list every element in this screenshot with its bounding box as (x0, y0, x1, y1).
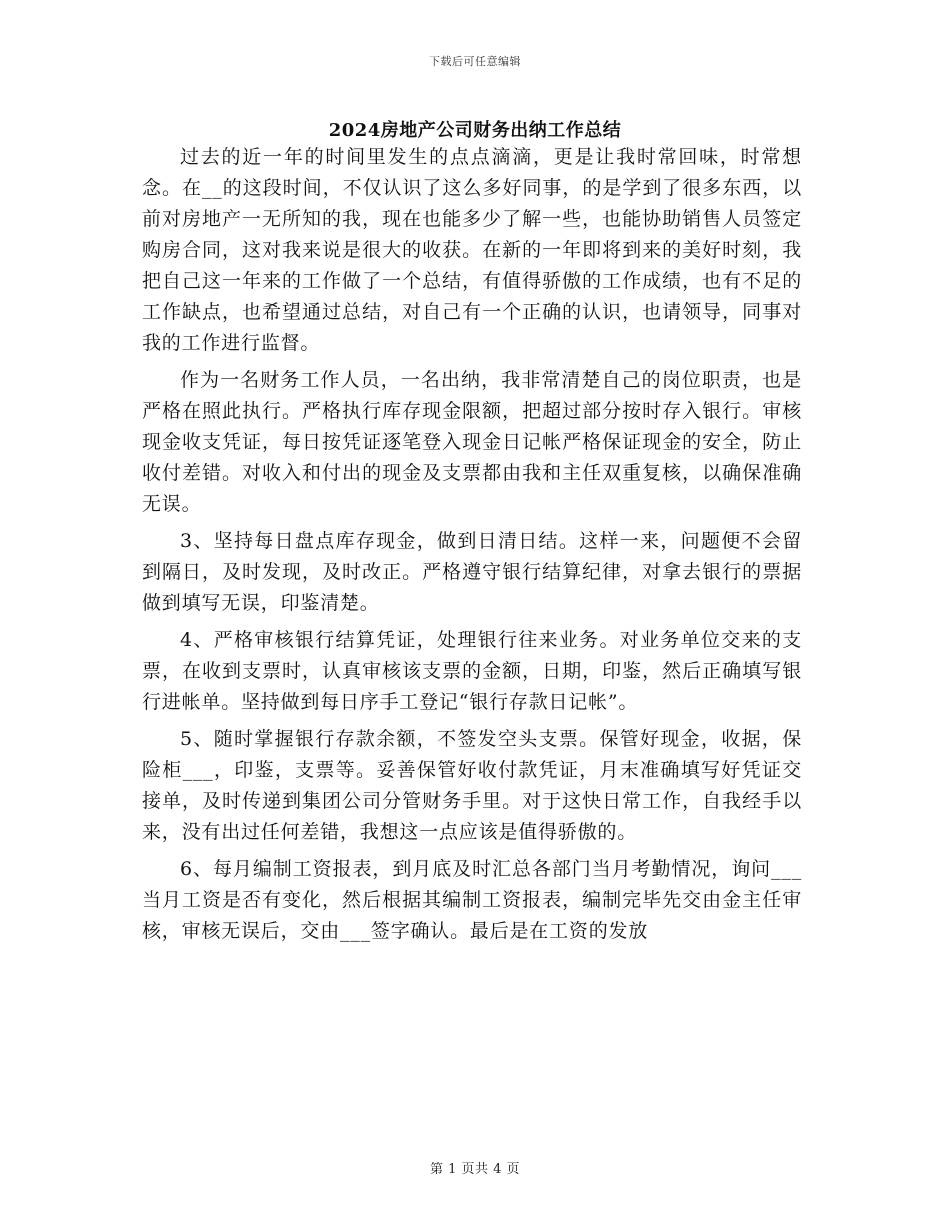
paragraph-item-6: 6、每月编制工资报表，到月底及时汇总各部门当月考勤情况，询问___当月工资是否有变化，然后根据其编制工资报表，编制完毕先交由金主任审核，审核无误后，交由___签字确认。最后是在工资的发放 (142, 858, 802, 942)
document-title: 2024房地产公司财务出纳工作总结 (328, 120, 622, 141)
document-body (142, 142, 802, 953)
paragraph-duties: 作为一名财务工作人员，一名出纳，我非常清楚自己的岗位职责，也是严格在照此执行。严格执行库存现金限额，把超过部分按时存入银行。审核现金收支凭证，每日按凭证逐笔登入现金日记帐严格保证现金的安全，防止收付差错。对收入和付出的现金及支票都由我和主任双重复核，以确保准确无误。 (142, 369, 802, 515)
page-number: 第 1 页共 4 页 (429, 1162, 521, 1177)
paragraph-intro: 过去的近一年的时间里发生的点点滴滴，更是让我时常回味，时常想念。在__的这段时间，不仅认识了这么多好同事，的是学到了很多东西，以前对房地产一无所知的我，现在也能多少了解一些，也能协助销售人员签定购房合同，这对我来说是很大的收获。在新的一年即将到来的美好时刻，我把自己这一年来的工作做了一个总结，有值得骄傲的工作成绩，也有不足的工作缺点，也希望通过总结，对自己有一个正确的认识，也请领导，同事对我的工作进行监督。 (142, 146, 802, 354)
paragraph-item-5: 5、随时掌握银行存款余额，不签发空头支票。保管好现金，收据，保险柜___，印鉴，支票等。妥善保管好收付款凭证，月末准确填写好凭证交接单，及时传递到集团公司分管财务手里。对于这快日常工作，自我经手以来，没有出过任何差错，我想这一点应该是值得骄傲的。 (142, 728, 802, 843)
header-note: 下载后可任意编辑 (429, 55, 521, 68)
paragraph-item-3: 3、坚持每日盘点库存现金，做到日清日结。这样一来，问题便不会留到隔日，及时发现，及时改正。严格遵守银行结算纪律，对拿去银行的票据做到填写无误，印鉴清楚。 (142, 530, 802, 614)
paragraph-item-4: 4、严格审核银行结算凭证，处理银行往来业务。对业务单位交来的支票，在收到支票时，认真审核该支票的金额，日期，印鉴，然后正确填写银行进帐单。坚持做到每日序手工登记“银行存款日记帐”。 (142, 629, 802, 713)
